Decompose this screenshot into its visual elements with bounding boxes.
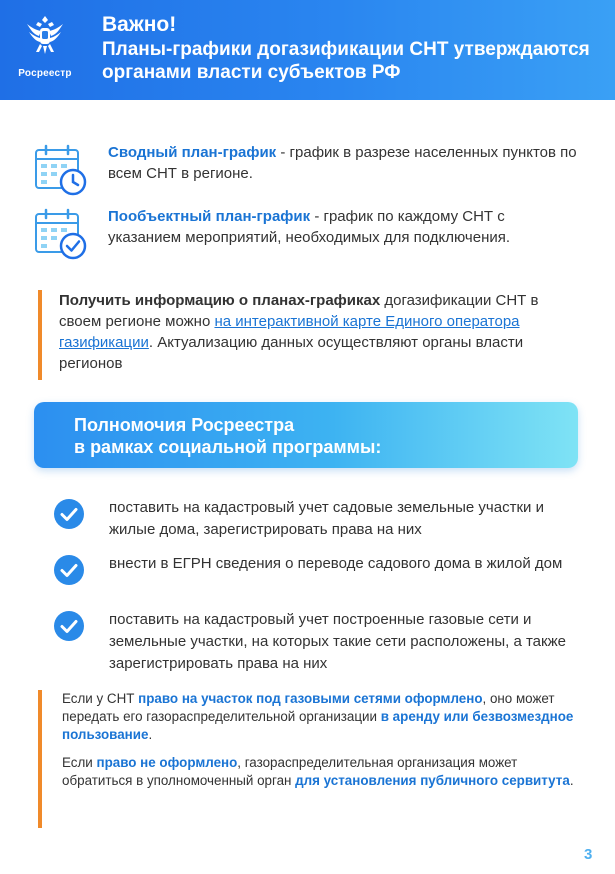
banner-line-1: Полномочия Росреестра [74,415,295,435]
duty-item [54,609,574,677]
plan-item-object [32,206,592,272]
authority-banner [34,402,578,468]
check-circle-icon [54,611,84,641]
page-subtitle: Планы-графики догазификации СНТ утверждаются органами власти субъектов РФ [102,39,590,83]
check-circle-icon [54,555,84,585]
duty-item [54,497,574,543]
page-number: 3 [584,846,593,863]
note-text: Если [62,755,97,770]
calendar-clock-icon [32,142,90,200]
note-highlight: в аренду или безвозмездное пользование [62,709,574,742]
note-block [38,690,583,828]
info-text-end: . Актуализацию данных осуществляют органы власти регионов [59,334,524,372]
note-text: . [569,773,574,788]
note-paragraph [62,754,583,790]
header-bar [0,0,615,100]
gasification-map-link[interactable]: на интерактивной карте Единого оператора газификации [59,313,520,351]
note-text: Если у СНТ [62,691,139,706]
banner-title [74,414,381,458]
plan-text: - график по каждому СНТ с указанием мероприятий, необходимых для подключения. [108,208,511,246]
info-block [38,290,583,380]
rosreestr-logo [14,14,76,84]
note-highlight: право на участок под газовыми сетями оформлено [138,691,483,706]
note-text: . [148,727,153,742]
plan-description [108,142,578,184]
note-paragraph [62,690,583,744]
note-text: , газораспределительная организация может обратиться в уполномоченный орган [62,755,518,788]
note-text: , оно может передать его газораспределительной организации [62,691,555,724]
plan-term: Пообъектный план-график [108,208,311,225]
plan-description [108,206,578,248]
duty-text: внести в ЕГРН сведения о переводе садового дома в жилой дом [109,555,563,572]
duty-text: поставить на кадастровый учет построенные газовые сети и земельные участки, на которых такие сети расположены, а также зарегистрировать права на них [109,611,566,672]
plan-text: - график в разрезе населенных пунктов по всем СНТ в регионе. [108,144,577,182]
page-title: Важно! [102,13,177,36]
banner-line-2: в рамках социальной программы: [74,437,382,457]
check-circle-icon [54,499,84,529]
calendar-check-icon [32,206,90,264]
plan-item-summary [32,142,592,202]
info-text: догазификации СНТ в своем регионе можно [59,292,539,330]
logo-text: Росреестр [18,68,72,79]
eagle-emblem-icon [25,14,65,58]
info-bold: Получить информацию о планах-графиках [59,292,381,309]
plan-term: Сводный план-график [108,144,277,161]
duty-item [54,553,574,599]
note-highlight: право не оформлено [96,755,238,770]
note-highlight: для установления публичного сервитута [295,773,570,788]
duty-text: поставить на кадастровый учет садовые земельные участки и жилые дома, зарегистрировать права на них [109,499,544,538]
